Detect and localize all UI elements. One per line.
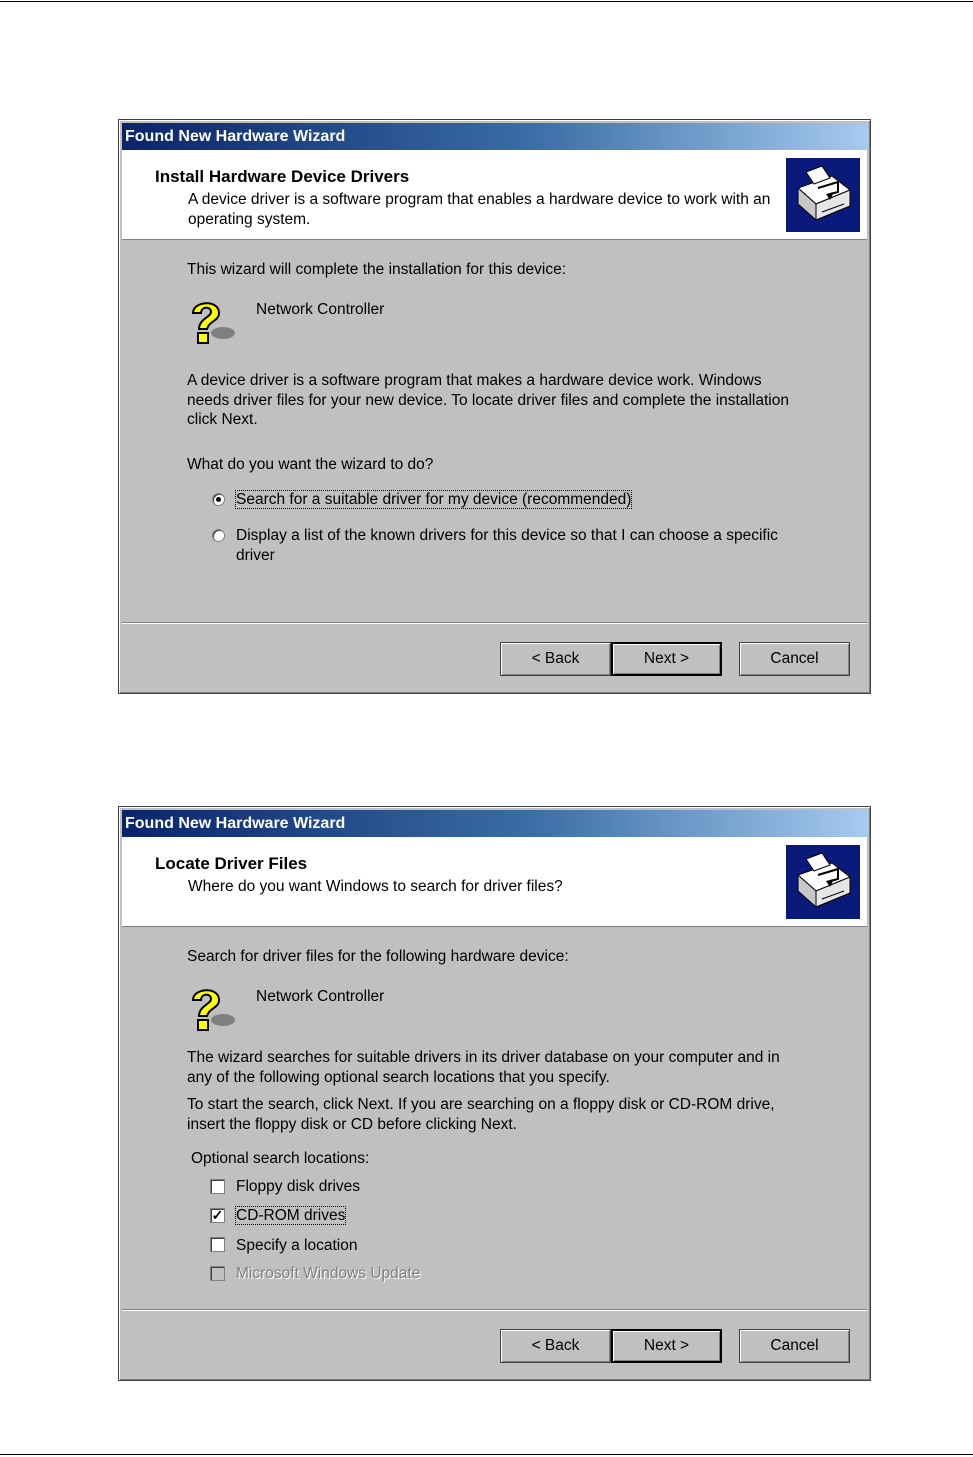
checkbox-floppy[interactable] xyxy=(210,1179,225,1194)
radio-selected-dot xyxy=(216,497,221,502)
search-description: The wizard searches for suitable drivers in its driver database on your computer and in any of the following optional search locations that you specify. xyxy=(187,1049,780,1086)
windows-update-label: Microsoft Windows Update xyxy=(236,1265,421,1282)
hardware-install-icon xyxy=(786,158,860,232)
wizard-header xyxy=(122,837,867,927)
dialog-titlebar[interactable]: Found New Hardware Wizard xyxy=(122,123,867,150)
wizard-question: What do you want the wizard to do? xyxy=(187,456,434,473)
header-subtitle: A device driver is a software program that enables a hardware device to work with an operating system. xyxy=(188,191,771,228)
cancel-button[interactable]: Cancel xyxy=(739,642,850,676)
radio-search-driver[interactable] xyxy=(212,493,225,506)
found-new-hardware-wizard-dialog-locate xyxy=(118,806,871,1381)
unknown-device-question-icon xyxy=(185,297,237,349)
wizard-header xyxy=(122,150,867,240)
specify-location-label[interactable]: Specify a location xyxy=(236,1237,358,1254)
cancel-button[interactable]: Cancel xyxy=(739,1329,850,1363)
checkbox-specify-location[interactable] xyxy=(210,1237,225,1252)
next-button[interactable]: Next > xyxy=(611,642,722,676)
header-title: Install Hardware Device Drivers xyxy=(155,167,410,186)
search-instructions: To start the search, click Next. If you are searching on a floppy disk or CD-ROM drive, insert the floppy disk or CD before clicking Next. xyxy=(187,1096,775,1133)
top-rule xyxy=(0,1,973,2)
floppy-label[interactable]: Floppy disk drives xyxy=(236,1178,361,1195)
unknown-device-question-icon xyxy=(185,984,237,1036)
cdrom-label-text: CD-ROM drives xyxy=(236,1207,346,1224)
driver-description: A device driver is a software program that makes a hardware device work. Windows needs driver files for your new device. To locate driver files and complete the installation click Next. xyxy=(187,372,789,428)
back-button[interactable]: < Back xyxy=(500,642,611,676)
back-button[interactable]: < Back xyxy=(500,1329,611,1363)
checkbox-cdrom[interactable]: ✓ xyxy=(211,1207,224,1223)
next-button[interactable]: Next > xyxy=(611,1329,722,1363)
option-search-label[interactable] xyxy=(236,490,631,510)
device-name: Network Controller xyxy=(256,988,385,1005)
found-new-hardware-wizard-dialog-install xyxy=(118,119,871,694)
wizard-intro: Search for driver files for the following hardware device: xyxy=(187,948,569,965)
device-name: Network Controller xyxy=(256,301,385,318)
button-row xyxy=(119,642,872,676)
checkbox-windows-update xyxy=(210,1266,225,1281)
hardware-install-icon xyxy=(786,845,860,919)
bottom-rule xyxy=(0,1454,973,1455)
button-separator xyxy=(122,622,867,624)
option-display-list-label[interactable]: Display a list of the known drivers for this device so that I can choose a specific driver xyxy=(236,527,778,564)
cdrom-label[interactable] xyxy=(236,1206,345,1226)
dialog-titlebar[interactable]: Found New Hardware Wizard xyxy=(122,810,867,837)
wizard-intro: This wizard will complete the installation for this device: xyxy=(187,261,567,278)
header-title: Locate Driver Files xyxy=(155,854,308,873)
option-search-text: Search for a suitable driver for my device (recommended) xyxy=(236,491,632,508)
button-row xyxy=(119,1329,872,1363)
optional-locations-label: Optional search locations: xyxy=(191,1150,370,1167)
header-subtitle: Where do you want Windows to search for driver files? xyxy=(188,878,563,895)
radio-display-list[interactable] xyxy=(212,529,225,542)
button-separator xyxy=(122,1309,867,1311)
